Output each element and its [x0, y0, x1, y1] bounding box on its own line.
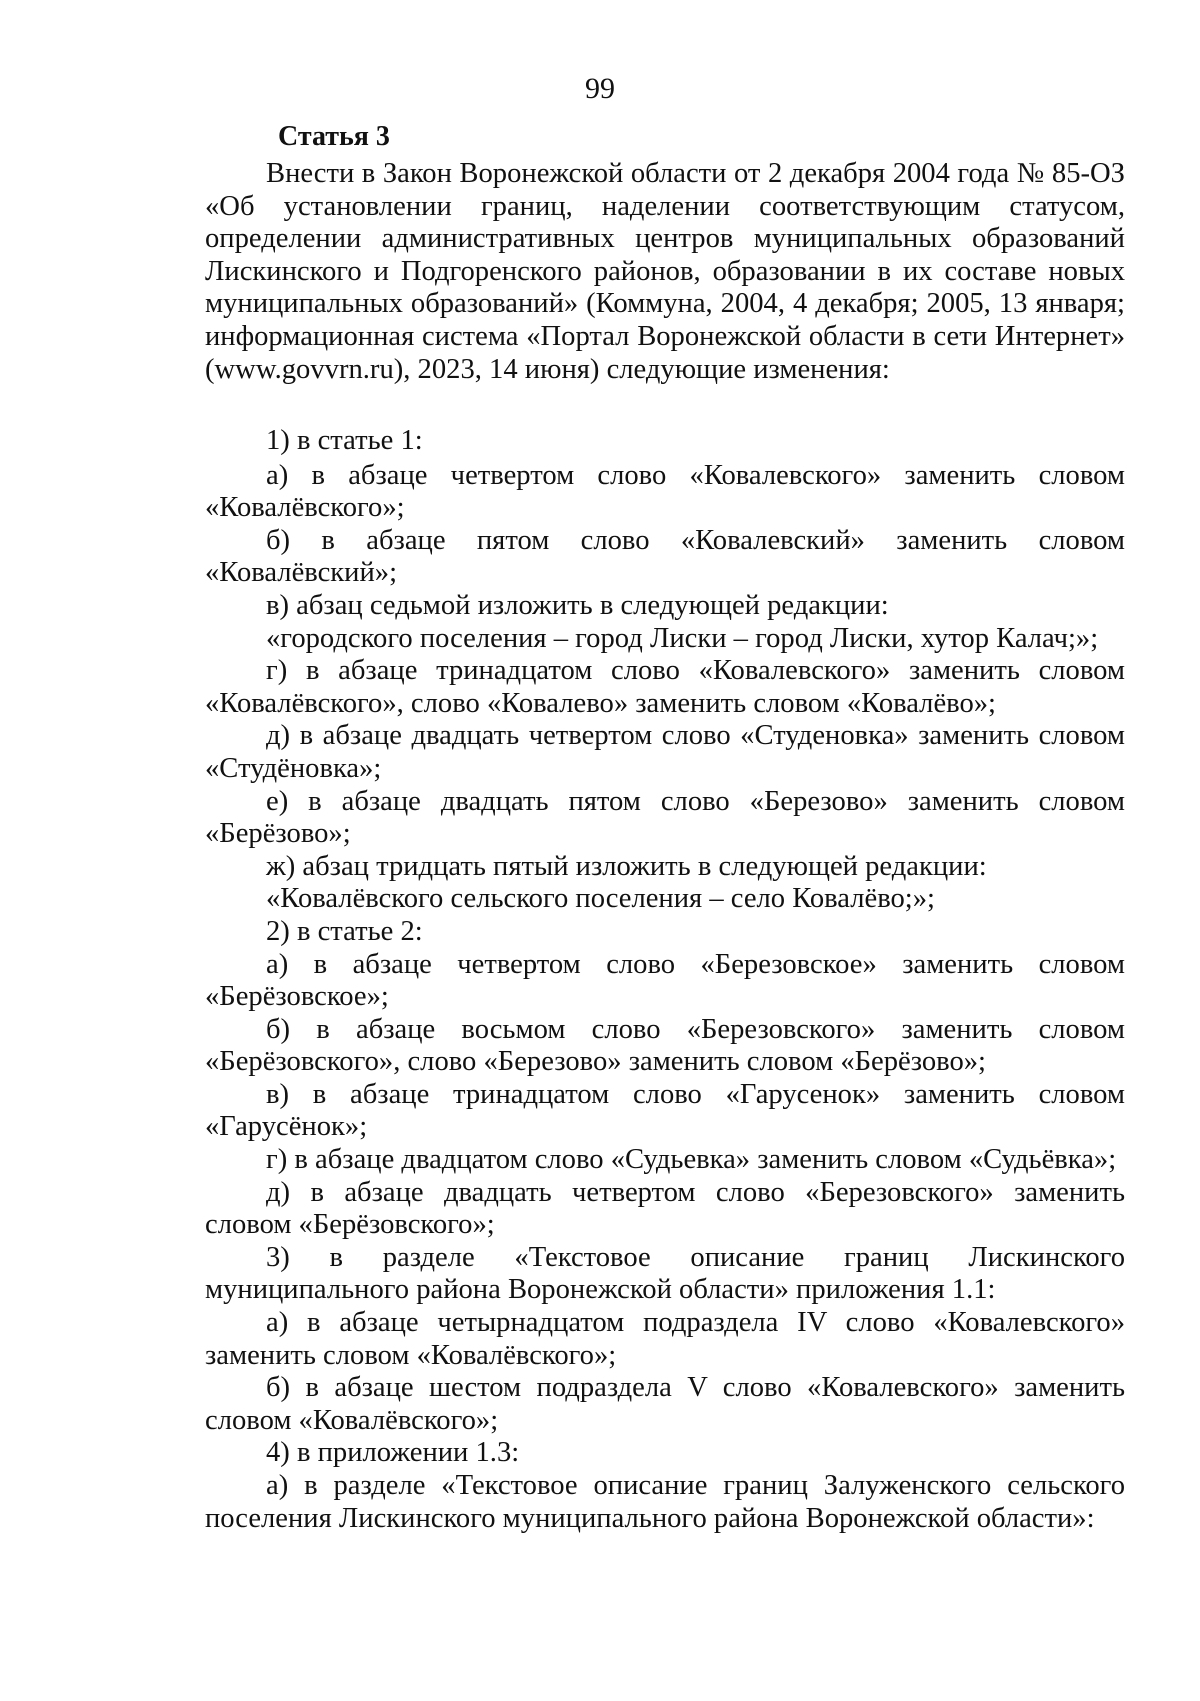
amendment-paragraph: в) абзац седьмой изложить в следующей редакции: — [266, 589, 889, 621]
amendment-paragraph: б) в абзаце восьмом слово «Березовского» заменить словом «Берёзовского», слово «Березово» заменить словом «Берёзово»; — [205, 1013, 1125, 1078]
amendment-paragraph: е) в абзаце двадцать пятом слово «Березово» заменить словом «Берёзово»; — [205, 785, 1125, 850]
amendment-paragraph: 1) в статье 1: — [266, 425, 423, 456]
amendment-paragraph: б) в абзаце шестом подраздела V слово «Ковалевского» заменить словом «Ковалёвского»; — [205, 1372, 1125, 1436]
amendment-paragraph: «городского поселения – город Лиски – город Лиски, хутор Калач;»; — [266, 622, 1099, 654]
amendment-paragraph: б) в абзаце пятом слово «Ковалевский» заменить словом «Ковалёвский»; — [205, 524, 1125, 589]
amendment-paragraph: а) в абзаце четырнадцатом подраздела IV слово «Ковалевского» заменить словом «Ковалёвского»; — [205, 1307, 1125, 1371]
amendment-paragraph: а) в абзаце четвертом слово «Ковалевского» заменить словом «Ковалёвского»; — [205, 459, 1125, 524]
page-number: 99 — [585, 72, 615, 105]
amendment-paragraph: г) в абзаце тринадцатом слово «Ковалевского» заменить словом «Ковалёвского», слово «Ковалево» заменить словом «Ковалёво»; — [205, 655, 1125, 719]
article-heading: Статья 3 — [278, 121, 390, 152]
amendment-paragraph: а) в абзаце четвертом слово «Березовское» заменить словом «Берёзовское»; — [205, 948, 1125, 1013]
amendment-paragraph: г) в абзаце двадцатом слово «Судьевка» заменить словом «Судьёвка»; — [266, 1144, 1117, 1176]
amendments-list — [205, 425, 1125, 1535]
amendment-paragraph: д) в абзаце двадцать четвертом слово «Березовского» заменить словом «Берёзовского»; — [205, 1176, 1125, 1241]
amendment-paragraph: «Ковалёвского сельского поселения – село Ковалёво;»; — [266, 883, 935, 915]
amendment-paragraph: в) в абзаце тринадцатом слово «Гарусенок» заменить словом «Гарусёнок»; — [205, 1078, 1125, 1143]
amendment-paragraph: 3) в разделе «Текстовое описание границ Лискинского муниципального района Воронежской области» приложения 1.1: — [205, 1241, 1125, 1306]
amendment-paragraph: 2) в статье 2: — [266, 915, 423, 947]
amendment-paragraph: а) в разделе «Текстовое описание границ Залуженского сельского поселения Лискинского муниципального района Воронежской области»: — [205, 1470, 1125, 1534]
preamble-paragraph: Внести в Закон Воронежской области от 2 декабря 2004 года № 85-ОЗ «Об установлении границ, наделении соответствующим статусом, определении административных центров муниципальных образований Лискинского и Подгоренского районов, образовании в их составе новых муниципальных образований» (Коммуна, 2004, 4 декабря; 2005, 13 января; информационная система «Портал Воронежской области в сети Интернет» (www.govvrn.ru), 2023, 14 июня) следующие изменения: — [205, 158, 1125, 385]
amendment-paragraph: ж) абзац тридцать пятый изложить в следующей редакции: — [266, 850, 987, 882]
amendment-paragraph: 4) в приложении 1.3: — [266, 1437, 520, 1469]
preamble-block — [205, 158, 1125, 386]
amendment-paragraph: д) в абзаце двадцать четвертом слово «Студеновка» заменить словом «Студёновка»; — [205, 720, 1125, 784]
